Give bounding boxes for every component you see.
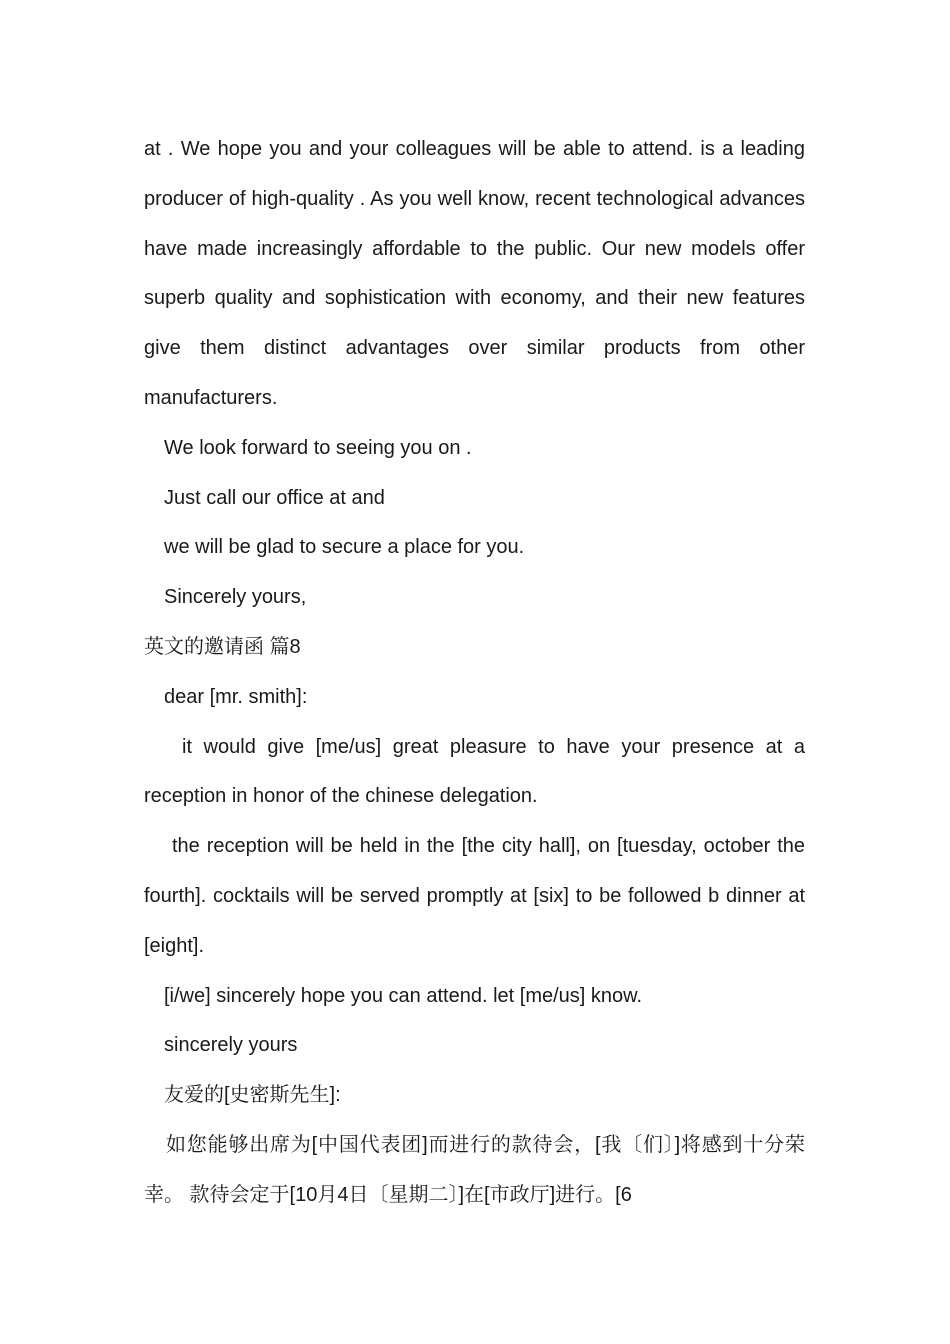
paragraph-hope-attend: [i/we] sincerely hope you can attend. let [me/us] know. <box>164 984 643 1007</box>
paragraph-product-intro: at . We hope you and your colleagues will be able to attend. is a leading producer of high-quality . As you well know, recent technological advances have made increasingly affordable to the public. Our new models offer superb quality and sophistication with economy, and their new features give them distinct advantages over similar products from other manufacturers. <box>144 138 805 409</box>
section-heading: 英文的邀请函 篇8 <box>144 635 301 658</box>
paragraph-invitation: it would give [me/us] great pleasure to have your presence at a reception in honor of the chinese delegation. <box>144 735 805 808</box>
paragraph-chinese-invitation: 如您能够出席为[中国代表团]而进行的款待会，[我〔们〕]将感到十分荣幸。 款待会定于[10月4日〔星期二〕]在[市政厅]进行。[6 <box>144 1133 805 1206</box>
closing-sincerely: Sincerely yours, <box>164 586 307 609</box>
salutation-chinese: 友爱的[史密斯先生]: <box>164 1084 341 1107</box>
paragraph-reception-details: the reception will be held in the [the city hall], on [tuesday, october the fourth]. cocktails will be served promptly at [six] to be followed b dinner at [eight]. <box>144 835 805 957</box>
document-body <box>144 125 805 1221</box>
paragraph-look-forward: We look forward to seeing you on . <box>164 436 472 459</box>
paragraph-call-office: Just call our office at and <box>164 486 385 509</box>
salutation: dear [mr. smith]: <box>164 685 308 708</box>
closing-sincerely-lower: sincerely yours <box>164 1034 298 1057</box>
paragraph-secure-place: we will be glad to secure a place for you. <box>164 536 525 559</box>
